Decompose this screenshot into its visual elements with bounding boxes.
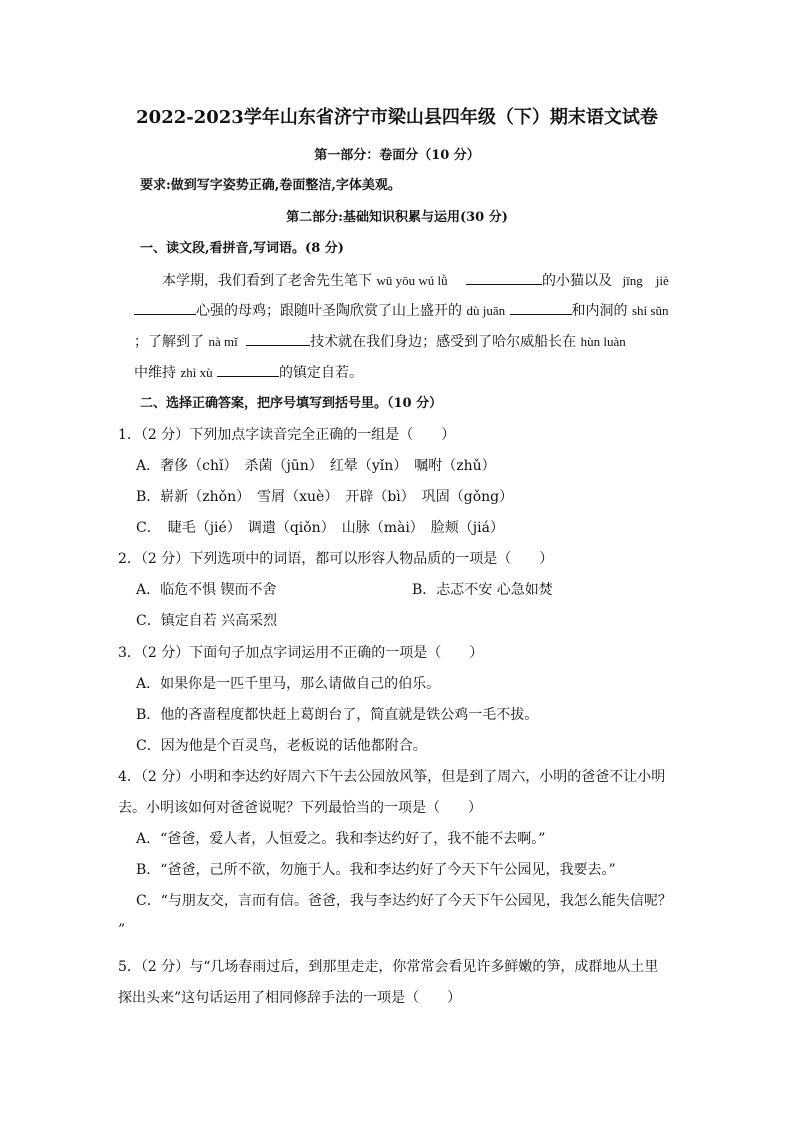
q4-option-a[interactable]: A．“爸爸，爱人者，人恒爱之。我和李达约好了，我不能不去啊。” [136, 831, 546, 847]
q5-stem-line-1: 5．（2 分）与“几场春雨过后，到那里走走，你常常会看见许多鲜嫩的笋，成群地从土里 [118, 959, 659, 975]
q2-option-b[interactable]: B．忐忑不安 心急如焚 [412, 582, 553, 598]
passage-text: 中维持 [134, 365, 176, 381]
part2-heading: 第二部分:基础知识积累与运用(30 分) [286, 210, 508, 225]
q4-option-c-continuation: ” [118, 922, 126, 938]
q1-option-b[interactable]: B．崭新（zhǒn） 雪屑（xuè） 开辟（bì） 巩固（gǒng） [136, 489, 514, 505]
pinyin-6: hùn luàn [580, 334, 626, 349]
passage-text: 心强的母鸡；跟随叶圣陶欣赏了山上盛开的 [196, 303, 462, 319]
pinyin-3: dù juān [466, 303, 506, 318]
q4-stem-line-2: 去。小明该如何对爸爸说呢？下列最恰当的一项是（ ） [118, 800, 482, 816]
q3-option-a[interactable]: A．如果你是一匹千里马，那么请做自己的伯乐。 [136, 676, 441, 692]
answer-blank-1[interactable] [466, 270, 542, 285]
q4-stem-line-1: 4．（2 分）小明和李达约好周六下午去公园放风筝，但是到了周六，小明的爸爸不让小明 [118, 769, 666, 785]
q2-option-a[interactable]: A．临危不惧 锲而不舍 [136, 582, 277, 598]
answer-blank-3[interactable] [510, 300, 572, 315]
passage-line-3 [134, 331, 626, 352]
q1-option-a[interactable]: A．奢侈（chǐ） 杀菌（jūn） 红晕（yǐn） 嘱咐（zhǔ） [136, 458, 496, 474]
section1-heading: 一、读文段,看拼音,写词语。(8 分) [140, 241, 344, 256]
pinyin-4: shí sǔn [632, 303, 669, 318]
answer-blank-4[interactable] [246, 331, 310, 346]
q1-stem: 1．（2 分）下列加点字读音完全正确的一组是（ ） [118, 427, 456, 443]
passage-text: ；了解到了 [134, 334, 204, 350]
exam-title: 2022-2023学年山东省济宁市梁山县四年级（下）期末语文试卷 [136, 107, 658, 128]
pinyin-7: zhì xù [180, 365, 213, 380]
q2-stem: 2．（2 分）下列选项中的词语，都可以形容人物品质的一项是（ ） [118, 551, 554, 567]
section2-heading: 二、选择正确答案，把序号填写到括号里。（10 分） [140, 396, 443, 411]
q3-stem: 3．（2 分）下面句子加点字词运用不正确的一项是（ ） [118, 645, 484, 661]
q5-stem-line-2: 探出头来”这句话运用了相同修辞手法的一项是（ ） [118, 990, 462, 1006]
q3-option-c[interactable]: C．因为他是个百灵鸟，老板说的话他都附合。 [136, 738, 427, 754]
passage-line-4 [134, 362, 363, 383]
passage-text: 的小猫以及 [542, 273, 613, 289]
answer-blank-5[interactable] [217, 362, 279, 377]
pinyin-5: nà mǐ [208, 334, 238, 349]
q1-option-c[interactable]: C． 睫毛（jié） 调遣（qiǒn） 山脉（mài） 脸颊（jiá） [136, 520, 504, 536]
q4-option-b[interactable]: B．“爸爸，己所不欲，勿施于人。我和李达约好了今天下午公园见，我要去。” [136, 862, 616, 878]
passage-line-2 [134, 300, 668, 321]
passage-text: 技术就在我们身边；感受到了哈尔威船长在 [310, 334, 577, 350]
pinyin-2: jīng jiè [622, 273, 669, 288]
answer-blank-2[interactable] [134, 300, 196, 315]
part1-heading: 第一部分：卷面分（10 分） [314, 148, 480, 163]
passage-text: 和内洞的 [571, 303, 628, 319]
q3-option-b[interactable]: B．他的吝啬程度都快赶上葛朗台了，简直就是铁公鸡一毛不拔。 [136, 707, 539, 723]
passage-line-1 [162, 270, 669, 291]
q2-option-c[interactable]: C．镇定自若 兴高采烈 [136, 613, 278, 629]
q4-option-c[interactable]: C．“与朋友交，言而有信。爸爸，我与李达约好了今天下午公园见，我怎么能失信呢？ [136, 893, 672, 909]
passage-text: 的镇定自若。 [279, 365, 364, 381]
requirement-text: 要求:做到写字姿势正确,卷面整洁,字体美观。 [140, 178, 401, 193]
passage-text: 本学期，我们看到了老舍先生笔下 [162, 273, 372, 289]
pinyin-1: wū yōu wú lǜ [376, 273, 448, 288]
